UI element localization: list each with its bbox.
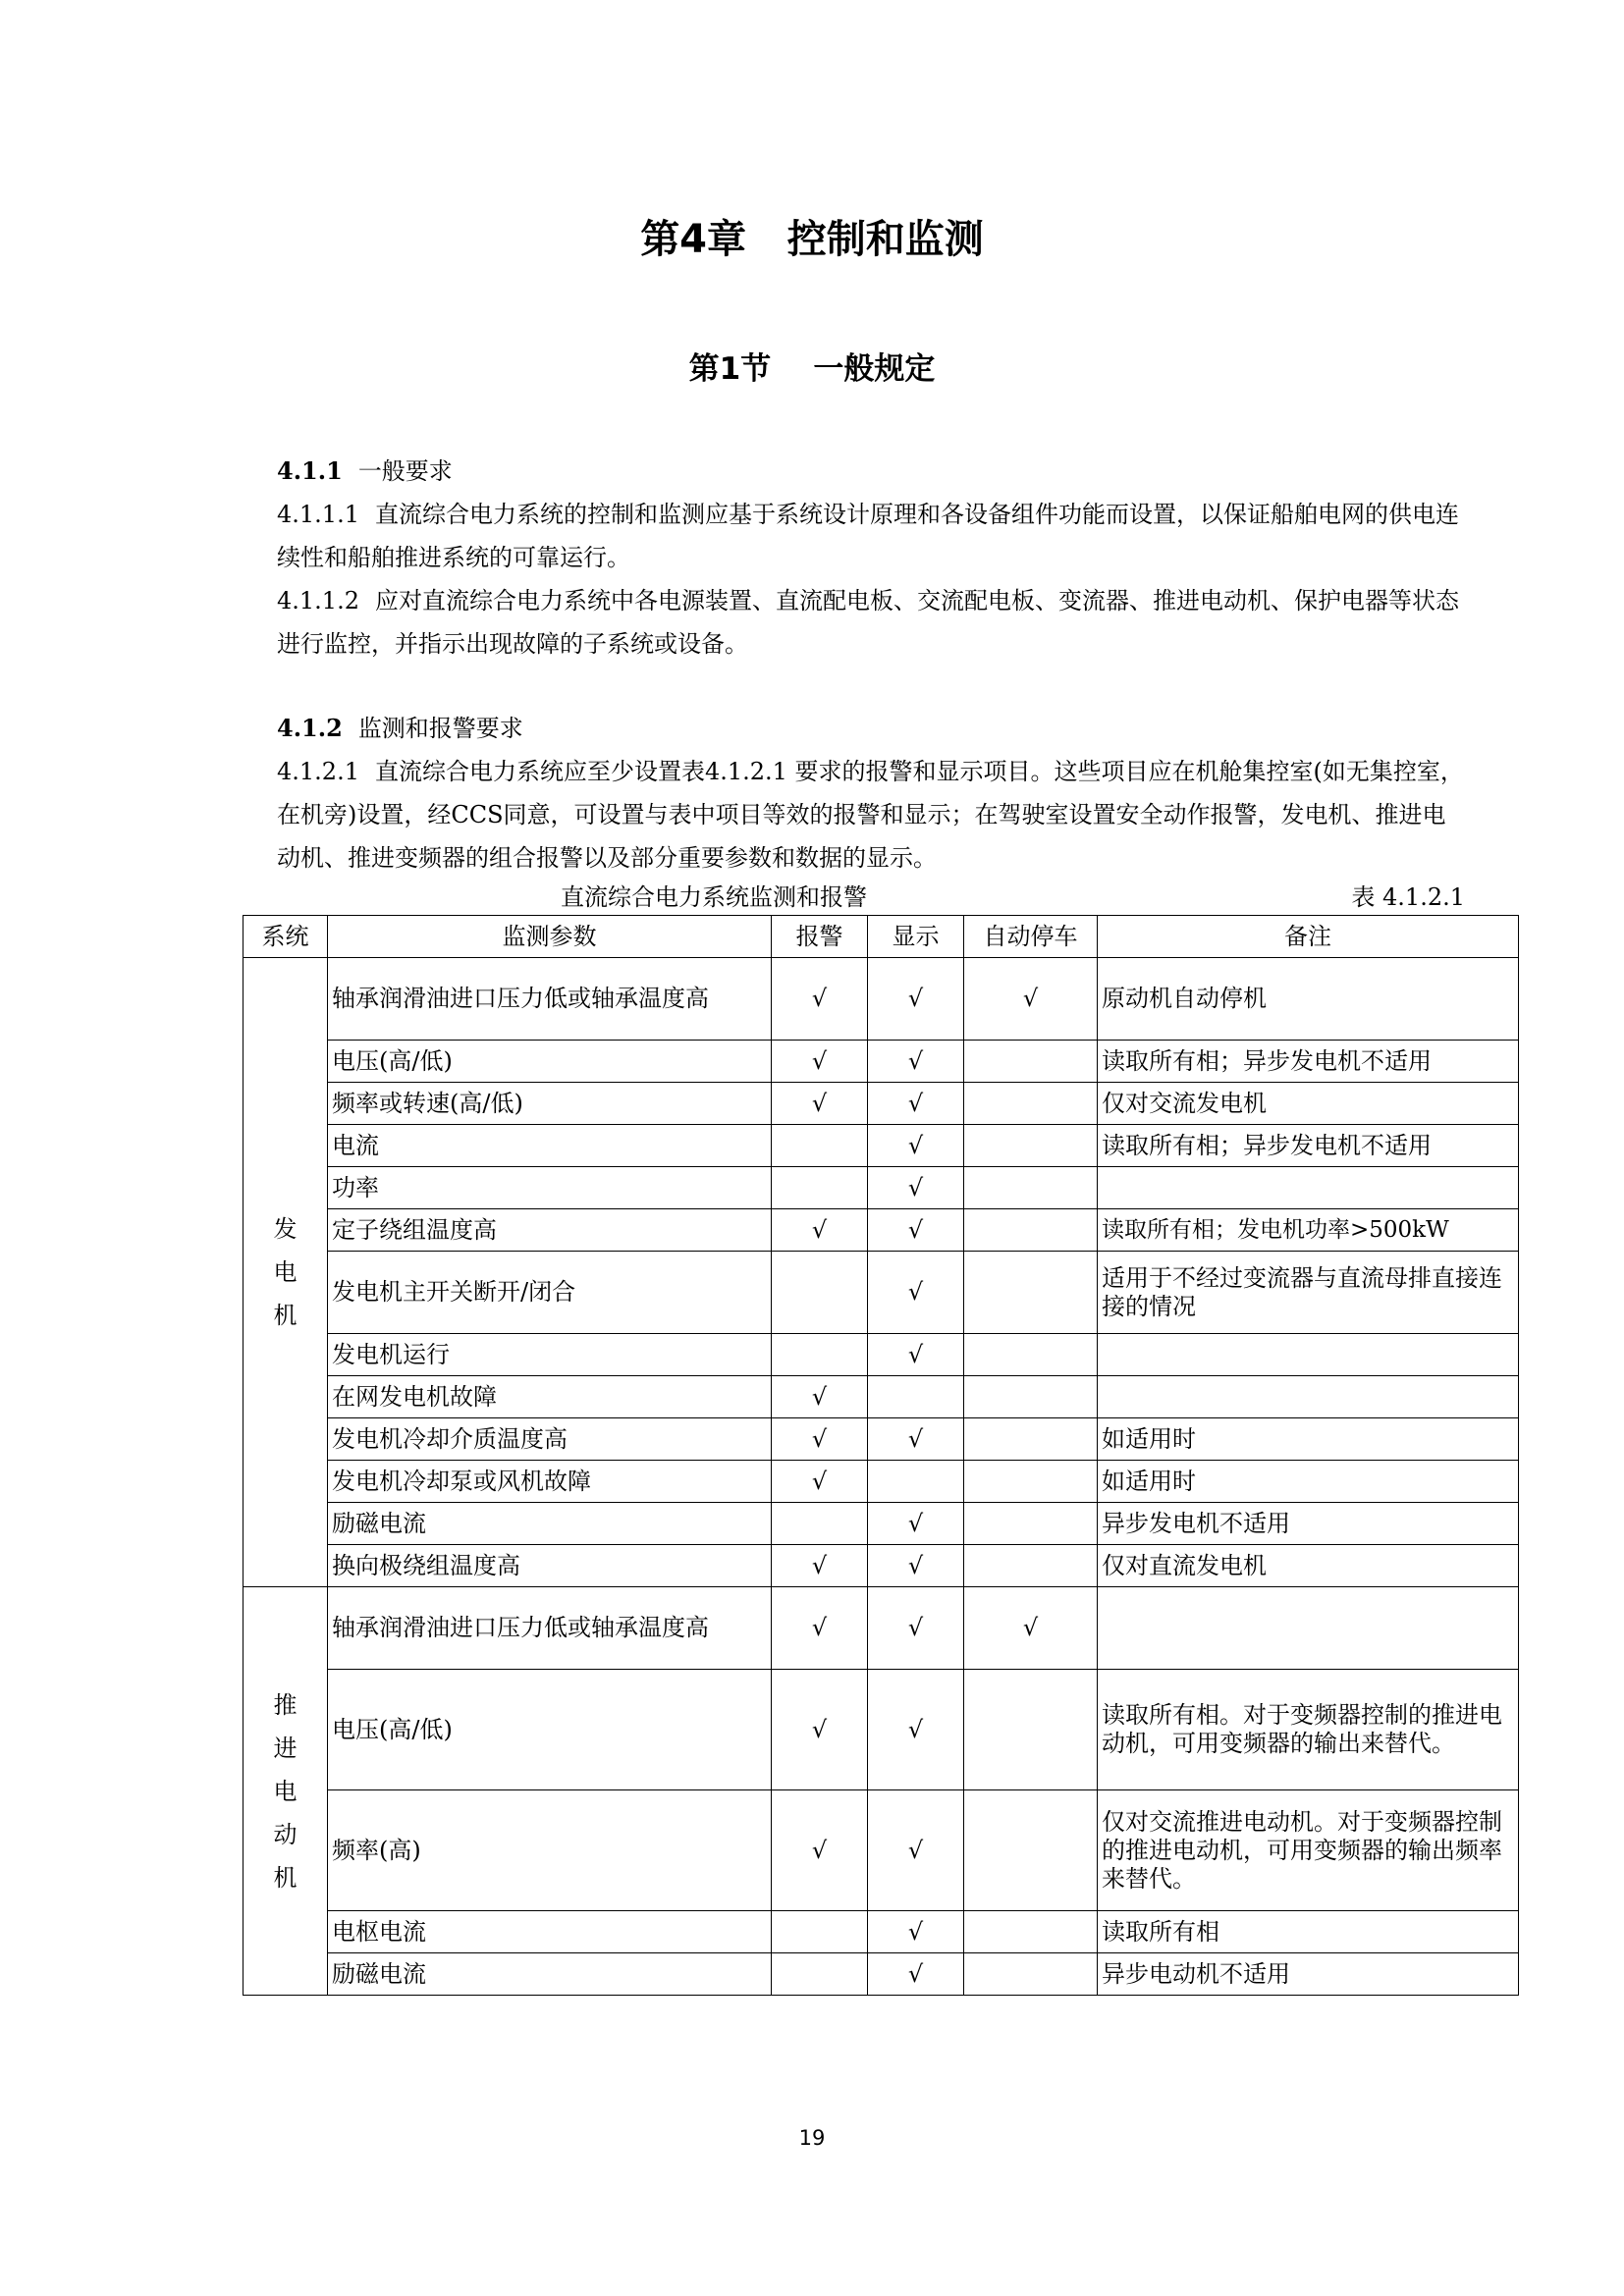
remark-cell: 适用于不经过变流器与直流母排直接连接的情况	[1098, 1252, 1519, 1334]
stop-cell	[964, 1083, 1098, 1125]
clause-title: 监测和报警要求	[357, 715, 523, 742]
param-cell: 换向极绕组温度高	[328, 1545, 772, 1587]
paragraph-number: 4.1.1.1	[277, 501, 359, 528]
table-row	[244, 1587, 1519, 1670]
display-cell: √	[868, 1587, 964, 1670]
remark-cell	[1098, 1167, 1519, 1209]
header-parameter: 监测参数	[328, 916, 772, 958]
alarm-cell: √	[772, 1083, 868, 1125]
alarm-cell	[772, 1167, 868, 1209]
clause-number: 4.1.2	[277, 714, 343, 742]
alarm-cell	[772, 1503, 868, 1545]
stop-cell	[964, 1252, 1098, 1334]
stop-cell	[964, 1953, 1098, 1996]
param-cell: 励磁电流	[328, 1953, 772, 1996]
alarm-cell: √	[772, 1670, 868, 1790]
alarm-cell: √	[772, 1209, 868, 1252]
table-header-row	[244, 916, 1519, 958]
stop-cell	[964, 1545, 1098, 1587]
paragraph-text: 应对直流综合电力系统中各电源装置、直流配电板、交流配电板、变流器、推进电动机、保护电器等状态进行监控，并指示出现故障的子系统或设备。	[277, 587, 1459, 658]
clause-heading-4-1-2	[218, 707, 1465, 750]
display-cell: √	[868, 1041, 964, 1083]
clause-title: 一般要求	[357, 457, 453, 485]
paragraph-4-1-1-2	[218, 579, 1465, 666]
table-row	[244, 1209, 1519, 1252]
display-cell: √	[868, 1790, 964, 1911]
system-label: 推进电动机	[273, 1690, 298, 1892]
remark-cell: 读取所有相	[1098, 1911, 1519, 1953]
clause-number: 4.1.1	[277, 456, 343, 485]
stop-cell	[964, 1376, 1098, 1418]
system-label: 发电机	[273, 1215, 298, 1329]
header-alarm: 报警	[772, 916, 868, 958]
remark-cell: 仅对交流推进电动机。对于变频器控制的推进电动机，可用变频器的输出频率来替代。	[1098, 1790, 1519, 1911]
alarm-cell: √	[772, 1790, 868, 1911]
table-row	[244, 1911, 1519, 1953]
table-row	[244, 1376, 1519, 1418]
param-cell: 轴承润滑油进口压力低或轴承温度高	[328, 958, 772, 1041]
stop-cell	[964, 1670, 1098, 1790]
stop-cell	[964, 1334, 1098, 1376]
table-title: 直流综合电力系统监测和报警	[561, 883, 867, 911]
remark-cell: 异步发电机不适用	[1098, 1503, 1519, 1545]
remark-cell: 原动机自动停机	[1098, 958, 1519, 1041]
display-cell: √	[868, 1125, 964, 1167]
param-cell: 功率	[328, 1167, 772, 1209]
paragraph-4-1-2-1	[218, 750, 1465, 880]
param-cell: 频率(高)	[328, 1790, 772, 1911]
remark-cell: 仅对交流发电机	[1098, 1083, 1519, 1125]
display-cell: √	[868, 958, 964, 1041]
remark-cell	[1098, 1376, 1519, 1418]
remark-cell: 读取所有相；异步发电机不适用	[1098, 1041, 1519, 1083]
stop-cell: √	[964, 1587, 1098, 1670]
display-cell: √	[868, 1083, 964, 1125]
param-cell: 频率或转速(高/低)	[328, 1083, 772, 1125]
paragraph-number: 4.1.2.1	[277, 758, 359, 785]
table-row	[244, 958, 1519, 1041]
stop-cell	[964, 1209, 1098, 1252]
alarm-cell	[772, 1911, 868, 1953]
alarm-cell: √	[772, 1418, 868, 1461]
display-cell: √	[868, 1167, 964, 1209]
param-cell: 轴承润滑油进口压力低或轴承温度高	[328, 1587, 772, 1670]
stop-cell	[964, 1041, 1098, 1083]
remark-cell: 仅对直流发电机	[1098, 1545, 1519, 1587]
alarm-cell	[772, 1334, 868, 1376]
remark-cell: 如适用时	[1098, 1418, 1519, 1461]
table-row	[244, 1545, 1519, 1587]
remark-cell: 读取所有相；异步发电机不适用	[1098, 1125, 1519, 1167]
param-cell: 电压(高/低)	[328, 1041, 772, 1083]
display-cell: √	[868, 1209, 964, 1252]
table-row	[244, 1252, 1519, 1334]
header-remark: 备注	[1098, 916, 1519, 958]
alarm-cell	[772, 1252, 868, 1334]
alarm-cell	[772, 1953, 868, 1996]
stop-cell	[964, 1167, 1098, 1209]
table-row	[244, 1953, 1519, 1996]
param-cell: 发电机冷却泵或风机故障	[328, 1461, 772, 1503]
param-cell: 电枢电流	[328, 1911, 772, 1953]
alarm-cell: √	[772, 1041, 868, 1083]
table-row	[244, 1418, 1519, 1461]
remark-cell: 读取所有相；发电机功率>500kW	[1098, 1209, 1519, 1252]
remark-cell	[1098, 1334, 1519, 1376]
display-cell	[868, 1461, 964, 1503]
page-number: 19	[798, 2126, 826, 2150]
alarm-cell: √	[772, 958, 868, 1041]
param-cell: 发电机主开关断开/闭合	[328, 1252, 772, 1334]
table-row	[244, 1334, 1519, 1376]
remark-cell: 读取所有相。对于变频器控制的推进电动机，可用变频器的输出来替代。	[1098, 1670, 1519, 1790]
table-number: 表 4.1.2.1	[1351, 883, 1465, 911]
table-row	[244, 1790, 1519, 1911]
display-cell: √	[868, 1670, 964, 1790]
alarm-cell: √	[772, 1545, 868, 1587]
stop-cell	[964, 1461, 1098, 1503]
stop-cell	[964, 1911, 1098, 1953]
clause-heading-4-1-1	[218, 450, 1465, 493]
stop-cell	[964, 1503, 1098, 1545]
display-cell: √	[868, 1545, 964, 1587]
paragraph-text: 直流综合电力系统的控制和监测应基于系统设计原理和各设备组件功能而设置，以保证船舶电网的供电连续性和船舶推进系统的可靠运行。	[277, 501, 1459, 571]
section-4-1-1	[218, 450, 1465, 666]
system-cell-generator	[244, 958, 328, 1587]
paragraph-4-1-1-1	[218, 493, 1465, 579]
display-cell: √	[868, 1334, 964, 1376]
display-cell: √	[868, 1953, 964, 1996]
header-display: 显示	[868, 916, 964, 958]
alarm-cell	[772, 1125, 868, 1167]
section-title: 第1节 一般规定	[688, 351, 936, 387]
section-4-1-2	[218, 707, 1465, 880]
alarm-cell: √	[772, 1376, 868, 1418]
header-system: 系统	[244, 916, 328, 958]
table-row	[244, 1083, 1519, 1125]
param-cell: 发电机运行	[328, 1334, 772, 1376]
monitoring-alarm-table	[243, 915, 1519, 1996]
stop-cell	[964, 1125, 1098, 1167]
table-row	[244, 1125, 1519, 1167]
table-row	[244, 1461, 1519, 1503]
stop-cell	[964, 1418, 1098, 1461]
table-row	[244, 1503, 1519, 1545]
alarm-cell: √	[772, 1587, 868, 1670]
table-row	[244, 1041, 1519, 1083]
display-cell	[868, 1376, 964, 1418]
remark-cell: 异步电动机不适用	[1098, 1953, 1519, 1996]
remark-cell	[1098, 1587, 1519, 1670]
chapter-title: 第4章 控制和监测	[640, 217, 984, 262]
alarm-cell: √	[772, 1461, 868, 1503]
remark-cell: 如适用时	[1098, 1461, 1519, 1503]
paragraph-text: 直流综合电力系统应至少设置表4.1.2.1 要求的报警和显示项目。这些项目应在机舱集控室(如无集控室，在机旁)设置，经CCS同意，可设置与表中项目等效的报警和显示；在驾驶室设置安全动作报警，发电机、推进电动机、推进变频器的组合报警以及部分重要参数和数据的显示。	[277, 758, 1464, 872]
stop-cell: √	[964, 958, 1098, 1041]
param-cell: 发电机冷却介质温度高	[328, 1418, 772, 1461]
header-auto-stop: 自动停车	[964, 916, 1098, 958]
paragraph-number: 4.1.1.2	[277, 587, 359, 614]
stop-cell	[964, 1790, 1098, 1911]
display-cell: √	[868, 1911, 964, 1953]
table-row	[244, 1167, 1519, 1209]
table-row	[244, 1670, 1519, 1790]
display-cell: √	[868, 1418, 964, 1461]
param-cell: 在网发电机故障	[328, 1376, 772, 1418]
param-cell: 励磁电流	[328, 1503, 772, 1545]
param-cell: 电流	[328, 1125, 772, 1167]
display-cell: √	[868, 1252, 964, 1334]
param-cell: 定子绕组温度高	[328, 1209, 772, 1252]
display-cell: √	[868, 1503, 964, 1545]
param-cell: 电压(高/低)	[328, 1670, 772, 1790]
system-cell-propulsion-motor	[244, 1587, 328, 1996]
